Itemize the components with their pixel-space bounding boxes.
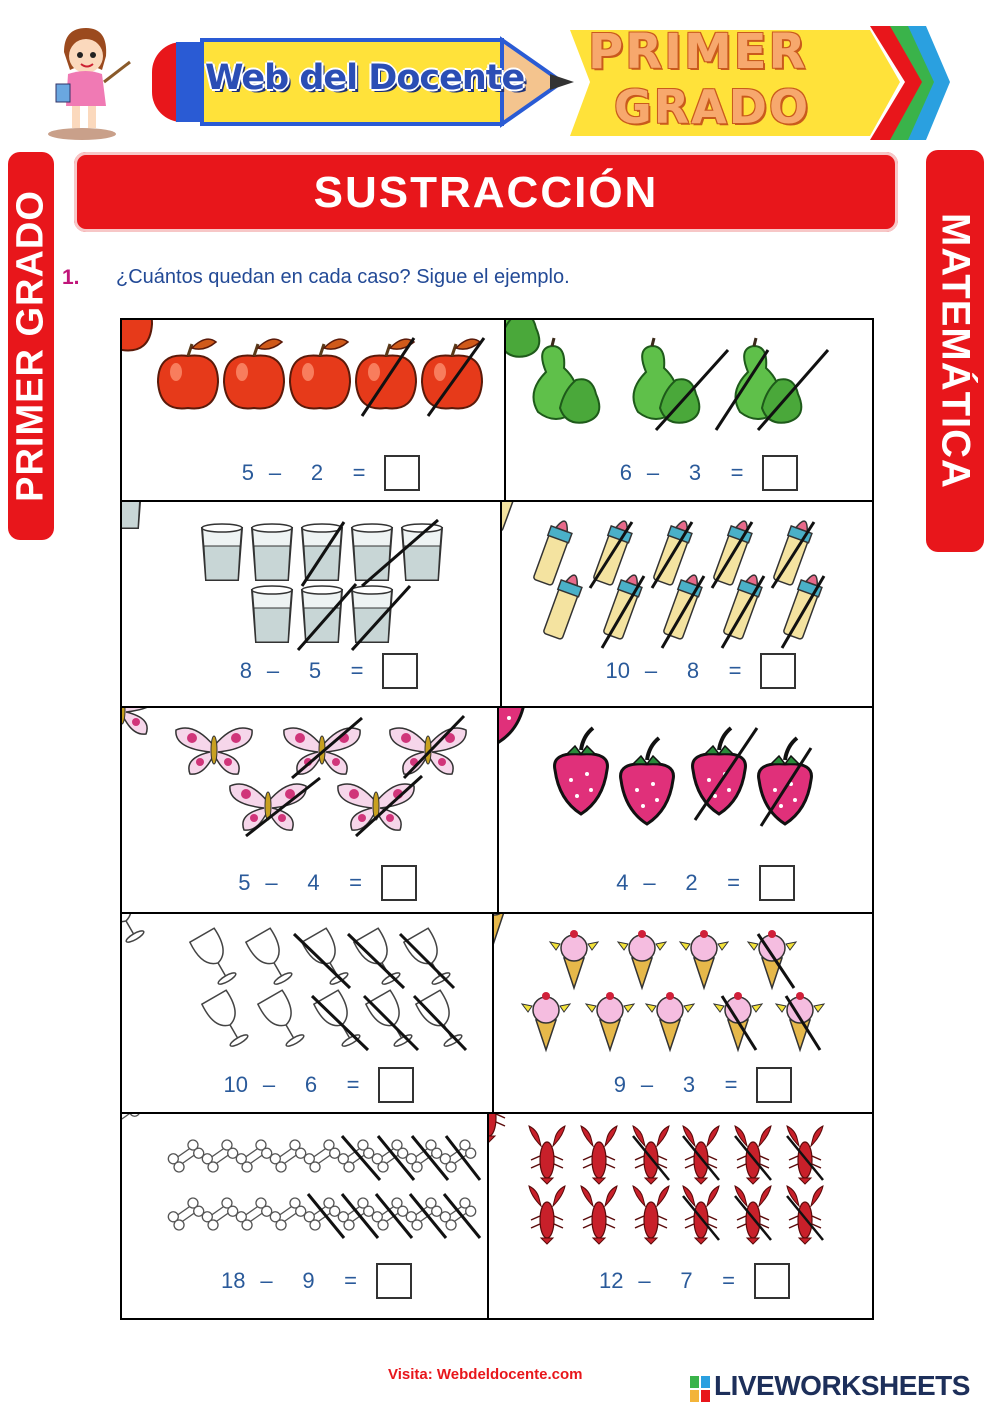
minuend: 6	[619, 460, 632, 485]
brand-logo-text: Web del Docente	[205, 58, 525, 98]
exercise-cell	[122, 914, 492, 1112]
liveworksheets-text: LIVEWORKSHEETS	[714, 1370, 970, 1401]
equation	[122, 1064, 492, 1106]
glass-group	[122, 502, 500, 662]
exercise-cell	[502, 502, 876, 706]
equals-sign: =	[344, 1268, 357, 1293]
subtrahend: 8	[686, 658, 700, 683]
subtrahend: 9	[302, 1268, 315, 1293]
answer-box[interactable]	[760, 653, 796, 689]
pear-group	[506, 320, 876, 460]
subtrahend: 3	[688, 460, 702, 485]
exercise-cell	[494, 914, 876, 1112]
apple-icon	[122, 320, 504, 460]
ice-cream-icon	[494, 914, 876, 1064]
exercise-cell	[122, 708, 497, 912]
answer-box[interactable]	[378, 1067, 414, 1103]
lobster-group	[489, 1114, 876, 1264]
wine-glass-group	[122, 914, 492, 1064]
instruction-text: ¿Cuántos quedan en cada caso? Sigue el ejemplo.	[116, 266, 570, 288]
minus-sign: –	[646, 460, 660, 485]
equals-sign: =	[350, 658, 364, 683]
side-banner-left	[8, 152, 54, 540]
minus-sign: –	[640, 1072, 654, 1097]
exercise-grid	[120, 318, 874, 1320]
answer-box[interactable]	[382, 653, 418, 689]
subtrahend: 6	[304, 1072, 318, 1097]
grade-line2: GRADO	[614, 80, 811, 134]
answer-box[interactable]	[384, 455, 420, 491]
answer-box[interactable]	[376, 1263, 412, 1299]
subtrahend: 4	[307, 870, 320, 895]
minus-sign: –	[262, 1072, 276, 1097]
equation	[489, 1260, 876, 1302]
minuend: 18	[221, 1268, 246, 1293]
answer-box[interactable]	[762, 455, 798, 491]
exercise-cell	[489, 1114, 876, 1320]
side-banner-right	[926, 150, 984, 552]
minuend: 10	[605, 658, 630, 683]
subtrahend: 5	[308, 658, 322, 683]
teacher-mascot-icon	[42, 22, 134, 142]
bone-icon	[122, 1114, 487, 1264]
minus-sign: –	[638, 1268, 651, 1293]
equation	[499, 862, 876, 904]
butterfly-icon	[122, 708, 497, 848]
minuend: 5	[238, 870, 251, 895]
equation	[122, 650, 500, 692]
page-title: SUSTRACCIÓN	[313, 168, 659, 217]
equals-sign: =	[727, 870, 740, 895]
answer-box[interactable]	[759, 865, 795, 901]
strawberry-group	[499, 708, 876, 848]
grade-line1: PRIMER	[588, 24, 808, 80]
minuend: 9	[613, 1072, 626, 1097]
equation	[122, 1260, 487, 1302]
minus-sign: –	[644, 658, 658, 683]
subtrahend: 3	[682, 1072, 696, 1097]
minuend: 5	[241, 460, 254, 485]
minus-sign: –	[643, 870, 656, 895]
equation	[502, 650, 876, 692]
minuend: 10	[223, 1072, 248, 1097]
subtrahend: 2	[685, 870, 698, 895]
answer-box[interactable]	[754, 1263, 790, 1299]
equals-sign: =	[352, 460, 366, 485]
equals-sign: =	[346, 1072, 360, 1097]
exercise-cell	[122, 1114, 487, 1320]
title-bar	[74, 152, 898, 232]
strawberry-icon	[499, 708, 876, 848]
exercise-cell	[122, 320, 504, 500]
glass-icon	[122, 502, 500, 662]
equals-sign: =	[724, 1072, 738, 1097]
footer-visit-link[interactable]: Visita: Webdeldocente.com	[388, 1366, 583, 1383]
subtrahend: 7	[680, 1268, 693, 1293]
exercise-cell	[499, 708, 876, 912]
minus-sign: –	[266, 658, 280, 683]
baby-bottle-icon	[502, 502, 876, 662]
minuend: 4	[616, 870, 629, 895]
wine-glass-icon	[122, 914, 492, 1064]
exercise-cell	[506, 320, 876, 500]
liveworksheets-logo	[690, 1370, 990, 1406]
minuend: 8	[239, 658, 252, 683]
bone-group	[122, 1114, 487, 1264]
side-banner-right-text: MATEMÁTICA	[933, 213, 978, 489]
equals-sign: =	[730, 460, 744, 485]
baby-bottle-group	[502, 502, 876, 662]
equation	[506, 452, 876, 494]
minuend: 12	[599, 1268, 624, 1293]
equation	[122, 862, 497, 904]
apple-group	[122, 320, 504, 460]
equals-sign: =	[722, 1268, 735, 1293]
answer-box[interactable]	[381, 865, 417, 901]
ice-cream-group	[494, 914, 876, 1064]
minus-sign: –	[268, 460, 282, 485]
pear-icon	[506, 320, 876, 460]
answer-box[interactable]	[756, 1067, 792, 1103]
side-banner-left-text: PRIMER GRADO	[9, 190, 52, 502]
minus-sign: –	[260, 1268, 273, 1293]
equation	[494, 1064, 876, 1106]
butterfly-group	[122, 708, 497, 848]
exercise-cell	[122, 502, 500, 706]
equation	[122, 452, 504, 494]
subtrahend: 2	[310, 460, 324, 485]
instruction-number: 1.	[62, 266, 80, 289]
liveworksheets-icon	[690, 1376, 710, 1402]
equals-sign: =	[349, 870, 362, 895]
equals-sign: =	[728, 658, 742, 683]
minus-sign: –	[265, 870, 278, 895]
lobster-icon	[489, 1114, 876, 1264]
